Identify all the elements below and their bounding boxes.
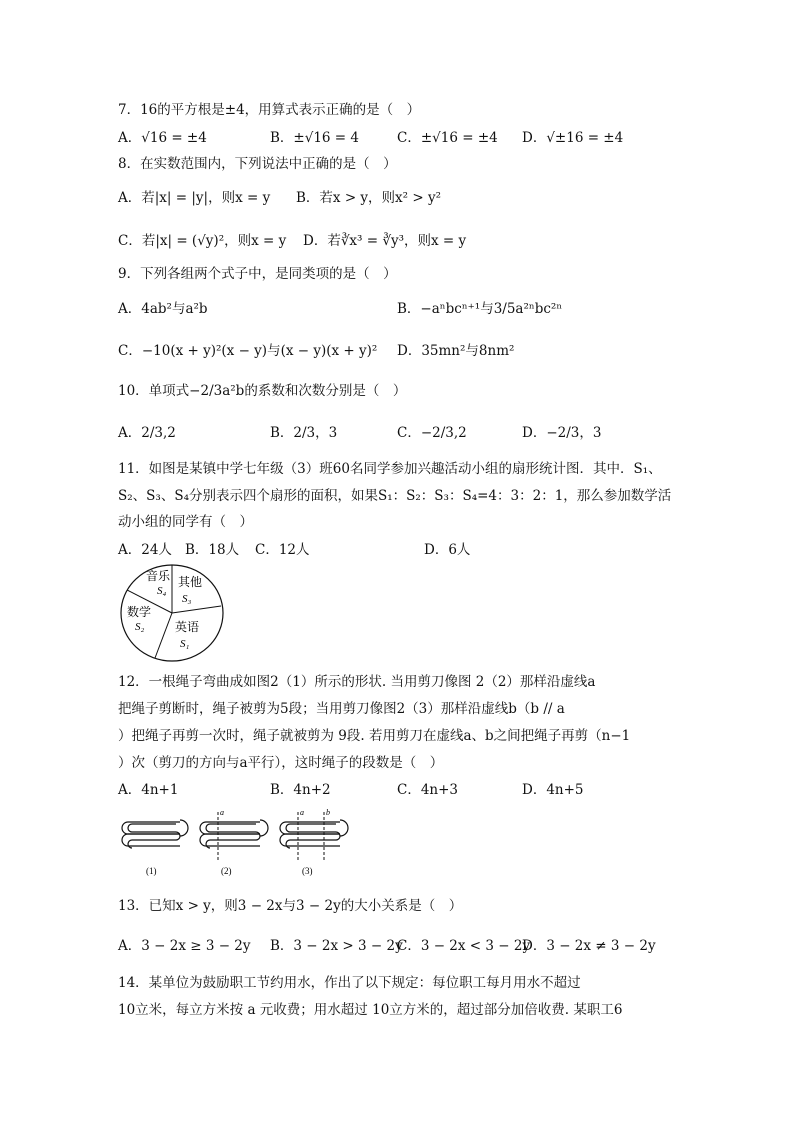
rope-figure-3 — [280, 820, 348, 848]
q12-line-3: ）把绳子再剪一次时，绳子就被剪为 9段. 若用剪刀在虚线a、b之间把绳子再剪（n−1 — [118, 728, 631, 744]
caption-fig2: (2) — [221, 866, 232, 876]
q12-rope-figure — [118, 806, 358, 878]
q8-option-b: B．若x > y，则x² > y² — [296, 190, 442, 206]
q11-line-1: 11．如图是某镇中学七年级（3）班60名同学参加兴趣活动小组的扇形统计图．其中．S₁、 — [118, 461, 662, 477]
q8-option-d: D．若∛x³ = ∛y³，则x = y — [303, 233, 467, 249]
q13-option-d: D．3 − 2x ≠ 3 − 2y — [522, 938, 656, 954]
q7-option-c: C．±√16 = ±4 — [397, 130, 498, 146]
pie-label-math: 数学 — [127, 605, 152, 619]
q13-option-c: C．3 − 2x < 3 − 2y — [397, 938, 531, 954]
q10-option-d: D．−2/3，3 — [522, 425, 602, 441]
q11-option-c: C．12人 — [255, 542, 310, 558]
q10-stem: 10．单项式−2/3a²b的系数和次数分别是（ ） — [118, 383, 407, 399]
q7-option-a: A．√16 = ±4 — [118, 130, 207, 146]
q12-option-a: A．4n+1 — [118, 782, 179, 798]
q14-line-1: 14．某单位为鼓励职工节约用水，作出了以下规定：每位职工每月用水不超过 — [118, 975, 581, 991]
caption-fig1: (1) — [146, 866, 157, 876]
q8-stem: 8．在实数范围内，下列说法中正确的是（ ） — [118, 156, 397, 172]
q11-line-3: 动小组的同学有（ ） — [118, 514, 253, 530]
pie-label-music: 音乐 — [146, 569, 171, 583]
q13-option-b: B．3 − 2x > 3 − 2y — [270, 938, 403, 954]
q14-line-2: 10立米，每立方米按 a 元收费；用水超过 10立方米的，超过部分加倍收费. 某职工6 — [118, 1002, 623, 1018]
q9-option-c: C．−10(x + y)²(x − y)与(x − y)(x + y)² — [118, 343, 378, 359]
q10-option-c: C．−2/3,2 — [397, 425, 467, 441]
q12-line-4: ）次（剪刀的方向与a平行），这时绳子的段数是（ ） — [118, 755, 444, 771]
q13-option-a: A．3 − 2x ≥ 3 − 2y — [118, 938, 251, 954]
pie-label-s4: S₄ — [157, 585, 167, 597]
q11-option-b: B．18人 — [185, 542, 240, 558]
pie-label-s1: S₁ — [180, 638, 190, 650]
pie-label-english: 英语 — [175, 620, 200, 634]
q12-line-2: 把绳子剪断时，绳子被剪为5段；当用剪刀像图2（3）那样沿虚线b（b // a — [118, 701, 565, 717]
label-a-fig2: a — [220, 808, 224, 817]
q12-option-c: C．4n+3 — [397, 782, 459, 798]
q8-option-c: C．若|x| = (√y)²，则x = y — [118, 233, 287, 249]
pie-label-s2: S₂ — [135, 621, 145, 633]
rope-figure-1 — [122, 820, 188, 848]
q12-line-1: 12．一根绳子弯曲成如图2（1）所示的形状. 当用剪刀像图 2（2）那样沿虚线a — [118, 674, 596, 690]
rope-figure-2 — [200, 820, 268, 848]
q12-option-b: B．4n+2 — [270, 782, 331, 798]
q11-option-d: D．6人 — [424, 542, 471, 558]
pie-label-other: 其他 — [178, 575, 203, 589]
q13-stem: 13．已知x > y，则3 − 2x与3 − 2y的大小关系是（ ） — [118, 898, 463, 914]
q8-option-a: A．若|x| = |y|，则x = y — [118, 190, 271, 206]
q7-option-d: D．√±16 = ±4 — [522, 130, 624, 146]
q11-pie-figure — [118, 563, 228, 665]
q9-option-d: D．35mn²与8nm² — [397, 343, 515, 359]
label-a-fig3: a — [300, 808, 304, 817]
q9-option-b: B．−aⁿbcⁿ⁺¹与3/5a²ⁿbc²ⁿ — [397, 301, 563, 317]
q11-line-2: S₂、S₃、S₄分别表示四个扇形的面积，如果S₁：S₂：S₃：S₄=4：3：2：1，那么参加数学活 — [118, 488, 672, 504]
q10-option-b: B．2/3，3 — [270, 425, 338, 441]
q7-option-b: B．±√16 = 4 — [270, 130, 359, 146]
pie-label-s3: S₃ — [182, 593, 192, 605]
q9-stem: 9．下列各组两个式子中，是同类项的是（ ） — [118, 266, 397, 282]
q9-option-a: A．4ab²与a²b — [118, 301, 208, 317]
q7-stem: 7．16的平方根是±4，用算式表示正确的是（ ） — [118, 102, 421, 118]
q12-option-d: D．4n+5 — [522, 782, 584, 798]
label-b-fig3: b — [326, 808, 330, 817]
q11-option-a: A．24人 — [118, 542, 172, 558]
caption-fig3: (3) — [302, 866, 313, 876]
q10-option-a: A．2/3,2 — [118, 425, 176, 441]
